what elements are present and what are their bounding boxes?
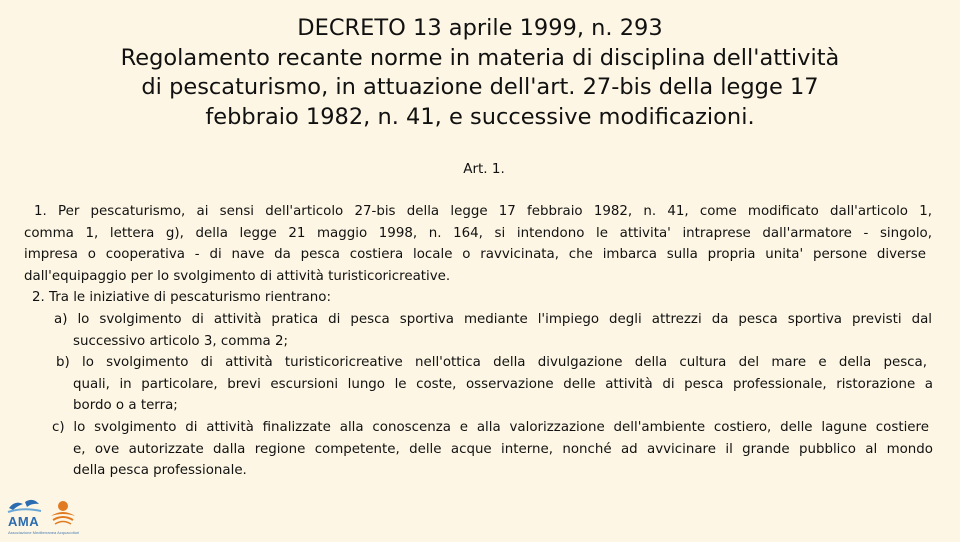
- paragraph-line: comma 1, lettera g), della legge 21 maggio 1998, n. 164, si intendono le attivita' intraprese dall'armatore - singolo,: [24, 226, 932, 241]
- paragraph-line: 2. Tra le iniziative di pescaturismo rientrano:: [32, 290, 331, 305]
- title-line: di pescaturismo, in attuazione dell'art. 27-bis della legge 17: [141, 74, 819, 100]
- title-line: febbraio 1982, n. 41, e successive modificazioni.: [205, 103, 755, 130]
- title-line: Regolamento recante norme in materia di disciplina dell'attività: [120, 44, 840, 71]
- paragraph-line: 1. Per pescaturismo, ai sensi dell'articolo 27-bis della legge 17 febbraio 1982, n. 41, come modificato dall'articolo 1,: [34, 204, 932, 219]
- paragraph-line: dall'equipaggio per lo svolgimento di attività turisticoricreative.: [24, 269, 451, 284]
- list-item-line: e, ove autorizzate dalla regione competente, delle acque interne, nonché ad avvicinare il grande pubblico al mondo: [73, 442, 933, 457]
- list-item-line: della pesca professionale.: [73, 463, 247, 478]
- list-item-line: successivo articolo 3, comma 2;: [73, 334, 289, 349]
- list-item-line: c) lo svolgimento di attività finalizzate alla conoscenza e alla valorizzazione dell'ambiente costiero, delle lagune costiere: [52, 420, 929, 435]
- ama-logo: [5, 498, 79, 538]
- paragraph-line: impresa o cooperativa - di nave da pesca costiera locale o ravvicinata, che imbarca sulla propria unita' persone diverse: [24, 247, 926, 262]
- logo-subtitle: Associazione Mediterranea Acquacoltori: [8, 530, 80, 535]
- list-item-line: quali, in particolare, brevi escursioni lungo le coste, osservazione delle attività di pesca professionale, ristorazione a: [73, 377, 933, 392]
- list-item-line: a) lo svolgimento di attività pratica di pesca sportiva mediante l'impiego degli attrezzi da pesca sportiva previsti dal: [54, 312, 932, 327]
- list-item-line: bordo o a terra;: [73, 398, 178, 413]
- title-line: DECRETO 13 aprile 1999, n. 293: [297, 15, 663, 41]
- logo-wordmark: AMA: [8, 514, 40, 529]
- document-title: [0, 14, 960, 132]
- article-heading: Art. 1.: [463, 161, 505, 177]
- list-item-line: b) lo svolgimento di attività turisticoricreative nell'ottica della divulgazione della cultura del mare e della pesca,: [56, 355, 927, 370]
